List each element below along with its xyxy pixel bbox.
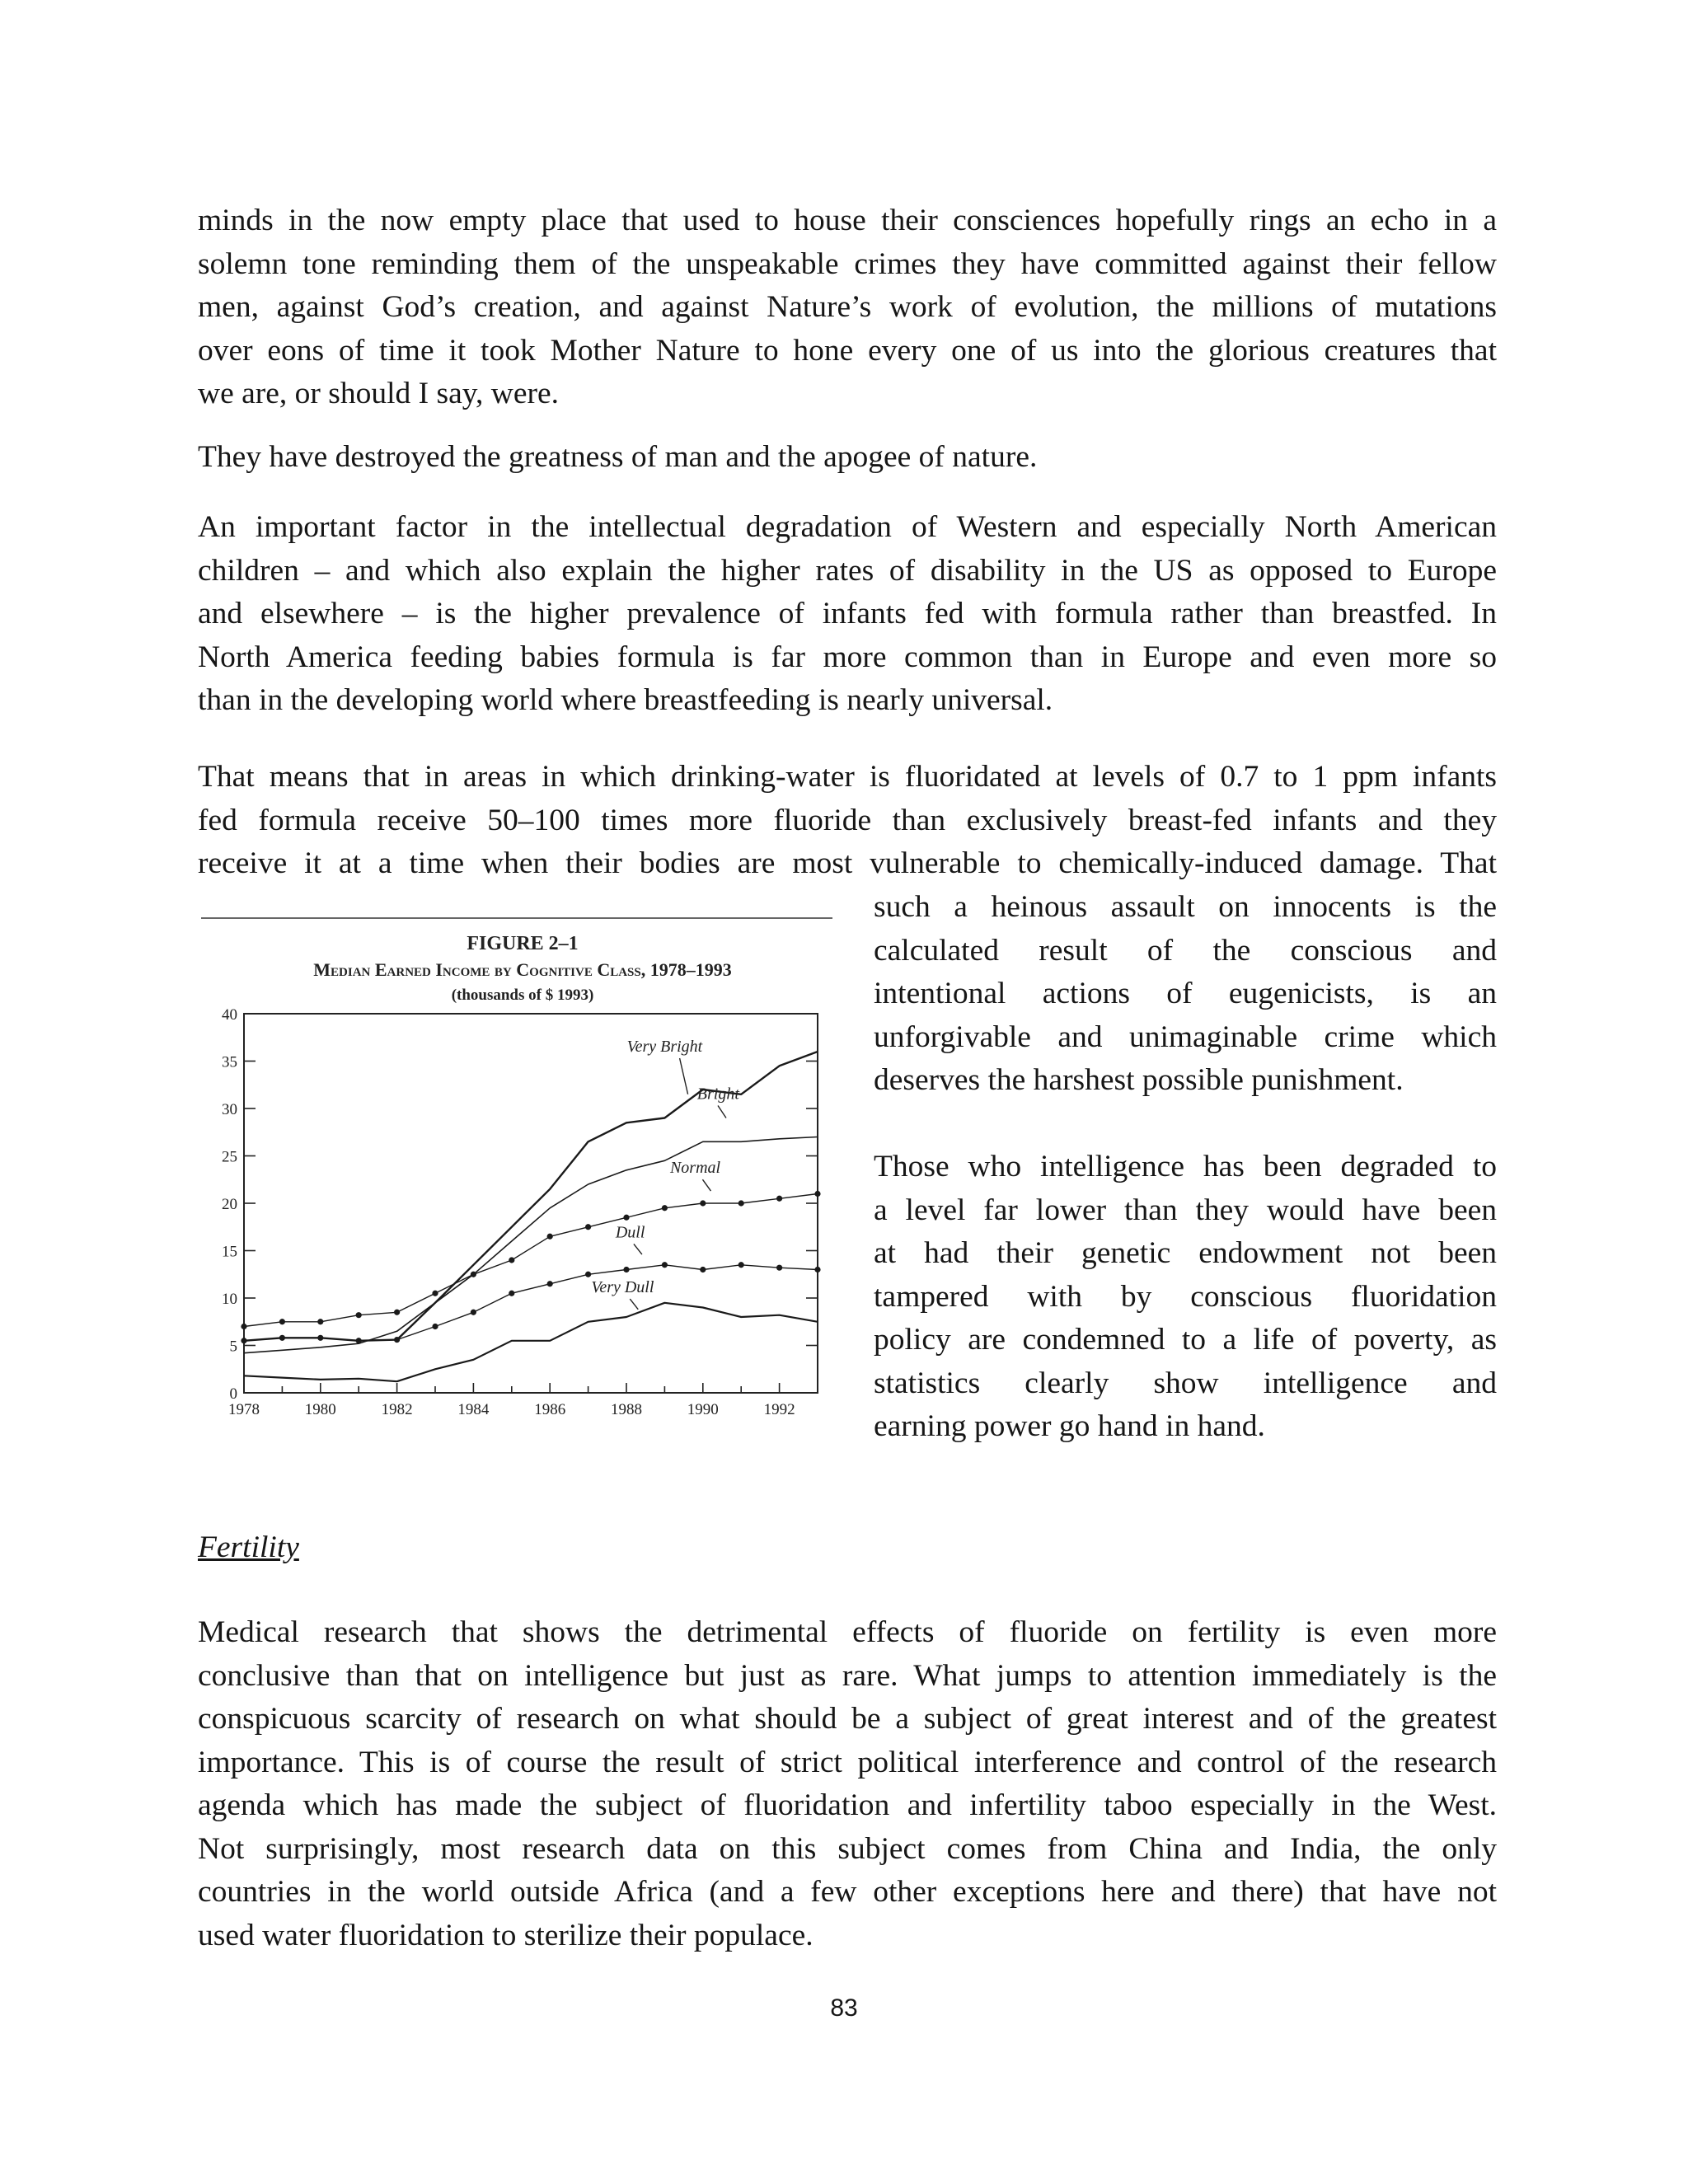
side-paragraph-2	[874, 1146, 1497, 1449]
data-point-dull	[776, 1265, 782, 1271]
text-line: conspicuous scarcity of research on what should be a subject of great interest and of the greatest	[198, 1702, 1497, 1736]
y-tick-label: 0	[229, 1385, 237, 1403]
data-point-dull	[700, 1267, 706, 1272]
x-tick-label: 1992	[763, 1401, 795, 1418]
x-tick-label: 1980	[304, 1401, 336, 1418]
data-point-normal	[547, 1234, 553, 1240]
data-point-normal	[432, 1291, 438, 1296]
y-tick-label: 15	[222, 1243, 237, 1261]
data-point-normal	[700, 1200, 706, 1206]
data-point-dull	[356, 1338, 362, 1343]
text-line: and elsewhere – is the higher prevalence of infants fed with formula rather than breastfed. In	[198, 597, 1497, 630]
text-line: statistics clearly show intelligence and	[874, 1366, 1497, 1400]
series-label-very-dull: Very Dull	[591, 1278, 654, 1297]
text-line: agenda which has made the subject of fluoridation and infertility taboo especially in the West.	[198, 1788, 1497, 1822]
text-line: unforgivable and unimaginable crime which	[874, 1019, 1497, 1054]
paragraph-3	[198, 506, 1497, 723]
data-point-normal	[471, 1272, 476, 1277]
text-line: minds in the now empty place that used to house their consciences hopefully rings an echo in a	[198, 204, 1497, 237]
text-line: They have destroyed the greatness of man and the apogee of nature.	[198, 440, 1038, 474]
data-point-normal	[279, 1319, 285, 1324]
x-tick-label: 1984	[457, 1401, 490, 1418]
series-leader-dull	[634, 1244, 642, 1254]
text-line: receive it at a time when their bodies are most vulnerable to chemically-induced damage. That	[198, 846, 1497, 880]
text-line: conclusive than that on intelligence but just as rare. What jumps to attention immediately is the	[198, 1658, 1497, 1693]
y-tick-label: 20	[222, 1196, 237, 1213]
chart-title: Median Earned Income by Cognitive Class, 1978–1993	[313, 959, 732, 980]
text-line: policy are condemned to a life of poverty, as	[874, 1323, 1497, 1357]
income-figure	[198, 915, 841, 1426]
text-line: importance. This is of course the result of strict political interference and control of the research	[198, 1745, 1497, 1779]
data-point-dull	[738, 1262, 744, 1268]
data-point-normal	[241, 1324, 246, 1329]
data-point-normal	[394, 1310, 400, 1315]
paragraph-2	[198, 436, 1497, 480]
data-point-normal	[776, 1196, 782, 1202]
text-line: fed formula receive 50–100 times more fluoride than exclusively breast-fed infants and they	[198, 803, 1497, 837]
series-label-dull: Dull	[615, 1223, 645, 1242]
section-heading: Fertility	[198, 1530, 299, 1564]
data-point-dull	[241, 1338, 246, 1343]
text-line: at had their genetic endowment not been	[874, 1236, 1497, 1270]
text-line: calculated result of the conscious and	[874, 933, 1497, 968]
data-point-dull	[317, 1335, 323, 1341]
series-label-bright: Bright	[696, 1085, 739, 1104]
x-tick-label: 1988	[611, 1401, 642, 1418]
chart-subtitle: (thousands of $ 1993)	[451, 987, 594, 1004]
text-line: Those who intelligence has been degraded to	[874, 1150, 1497, 1183]
y-tick-label: 10	[222, 1291, 237, 1308]
text-line: deserves the harshest possible punishment.	[874, 1063, 1404, 1097]
text-line: we are, or should I say, were.	[198, 377, 560, 410]
text-line: That means that in areas in which drinking-water is fluoridated at levels of 0.7 to 1 ppm infants	[198, 760, 1497, 794]
text-line: Not surprisingly, most research data on this subject comes from China and India, the only	[198, 1831, 1497, 1866]
x-tick-label: 1990	[687, 1401, 719, 1418]
text-line: North America feeding babies formula is far more common than in Europe and even more so	[198, 640, 1497, 674]
text-line: a level far lower than they would have been	[874, 1193, 1497, 1227]
series-label-very-bright: Very Bright	[626, 1038, 703, 1056]
text-line: solemn tone reminding them of the unspeakable crimes they have committed against their fellow	[198, 246, 1497, 281]
data-point-dull	[547, 1281, 553, 1286]
series-leader-very-bright	[680, 1058, 688, 1094]
data-point-normal	[509, 1257, 514, 1263]
data-point-normal	[356, 1312, 362, 1318]
series-leader-bright	[718, 1106, 726, 1118]
data-point-dull	[585, 1272, 591, 1277]
y-tick-label: 5	[229, 1338, 237, 1356]
side-paragraph-1	[874, 886, 1497, 1103]
text-line: men, against God’s creation, and against Nature’s work of evolution, the millions of mutations	[198, 290, 1497, 324]
x-tick-label: 1982	[381, 1401, 413, 1418]
text-line: over eons of time it took Mother Nature to hone every one of us into the glorious creatures that	[198, 333, 1497, 368]
data-point-dull	[432, 1324, 438, 1329]
text-line: such a heinous assault on innocents is the	[874, 890, 1497, 924]
text-line: countries in the world outside Africa (and a few other exceptions here and there) that have not	[198, 1875, 1497, 1909]
y-tick-label: 25	[222, 1148, 237, 1166]
x-tick-label: 1986	[534, 1401, 566, 1418]
data-point-normal	[585, 1224, 591, 1230]
data-point-normal	[317, 1319, 323, 1324]
data-point-dull	[662, 1262, 668, 1268]
data-point-normal	[738, 1200, 744, 1206]
text-line: used water fluoridation to sterilize their populace.	[198, 1918, 814, 1952]
paragraph-4	[198, 756, 1497, 886]
data-point-dull	[509, 1291, 514, 1296]
text-line: children – and which also explain the higher rates of disability in the US as opposed to Europe	[198, 553, 1497, 588]
series-label-normal: Normal	[669, 1159, 721, 1178]
data-point-dull	[394, 1337, 400, 1343]
figure-label: FIGURE 2–1	[467, 933, 579, 954]
series-leader-normal	[702, 1179, 710, 1191]
paragraph-1	[198, 199, 1497, 416]
text-line: earning power go hand in hand.	[874, 1409, 1265, 1443]
data-point-normal	[623, 1215, 629, 1221]
y-tick-label: 35	[222, 1053, 237, 1071]
data-point-dull	[814, 1267, 820, 1272]
series-line-very-dull	[244, 1303, 818, 1381]
y-tick-label: 40	[222, 1006, 237, 1024]
income-chart	[198, 915, 841, 1426]
text-line: tampered with by conscious fluoridation	[874, 1279, 1497, 1314]
series-leader-very-dull	[630, 1299, 638, 1310]
page-number: 83	[830, 1994, 858, 2022]
series-line-normal	[244, 1194, 818, 1327]
data-point-dull	[623, 1267, 629, 1272]
data-point-normal	[814, 1191, 820, 1197]
text-line: An important factor in the intellectual degradation of Western and especially North American	[198, 510, 1497, 544]
data-point-dull	[471, 1310, 476, 1315]
y-tick-label: 30	[222, 1101, 237, 1118]
series-line-dull	[244, 1265, 818, 1341]
text-line: Medical research that shows the detrimental effects of fluoride on fertility is even more	[198, 1615, 1497, 1649]
data-point-dull	[279, 1335, 285, 1341]
data-point-normal	[662, 1205, 668, 1211]
x-tick-label: 1978	[228, 1401, 260, 1418]
text-line: intentional actions of eugenicists, is an	[874, 977, 1497, 1010]
fertility-paragraph	[198, 1611, 1497, 1957]
text-line: than in the developing world where breastfeeding is nearly universal.	[198, 683, 1053, 717]
